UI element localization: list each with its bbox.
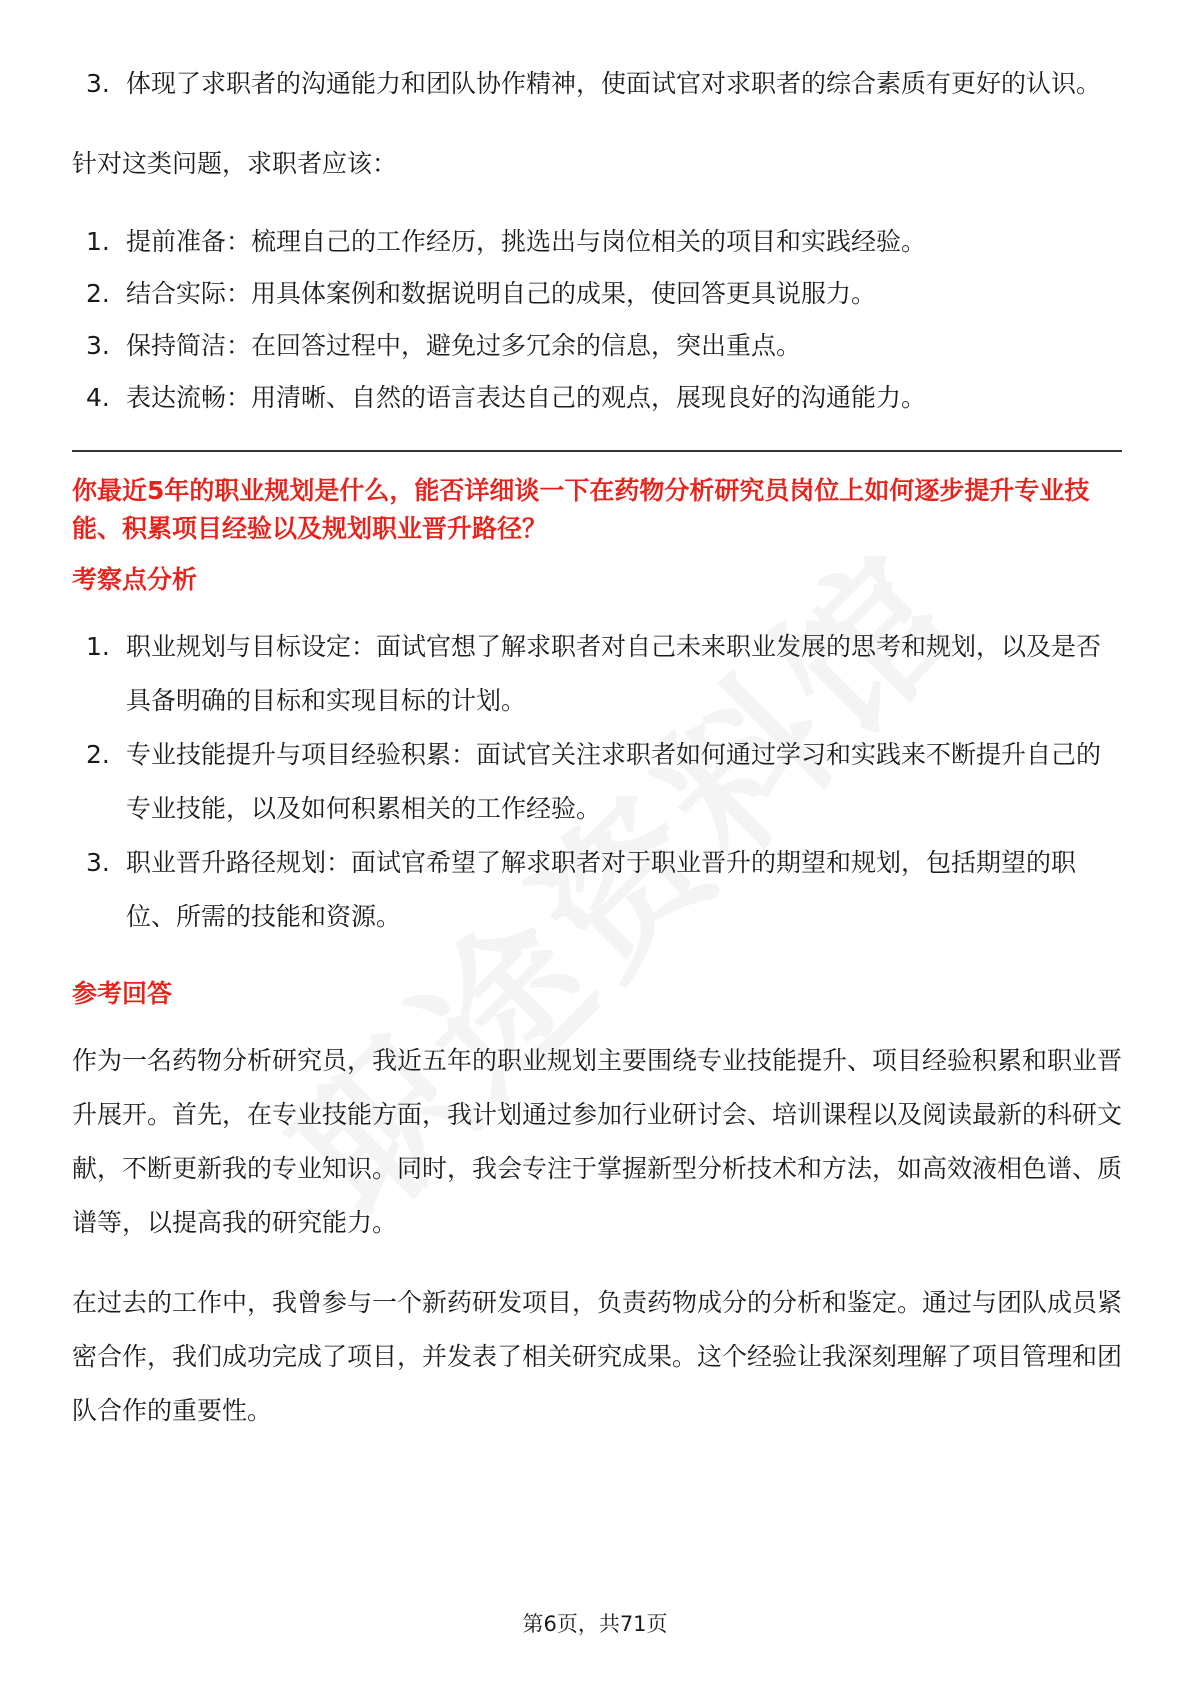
list-text: 结合实际：用具体案例和数据说明自己的成果，使回答更具说服力。 [126,279,877,308]
intro-list [72,55,1122,112]
list-number: 1. [86,227,110,256]
question-heading: 你最近5年的职业规划是什么，能否详细谈一下在药物分析研究员岗位上如何逐步提升专业技能、积累项目经验以及规划职业晋升路径？ [72,476,1090,543]
answer-title: 参考回答 [72,979,173,1008]
list-item [72,620,1122,728]
list-number: 3. [86,848,110,877]
list-text: 提前准备：梳理自己的工作经历，挑选出与岗位相关的项目和实践经验。 [126,227,927,256]
list-text: 体现了求职者的沟通能力和团队协作精神，使面试官对求职者的综合素质有更好的认识。 [126,69,1102,98]
list-number: 3. [86,69,110,98]
list-text: 保持简洁：在回答过程中，避免过多冗余的信息，突出重点。 [126,331,802,360]
analysis-title: 考察点分析 [72,565,198,594]
analysis-list [72,620,1122,944]
answer-paragraph: 作为一名药物分析研究员，我近五年的职业规划主要围绕专业技能提升、项目经验积累和职业晋升展开。首先，在专业技能方面，我计划通过参加行业研讨会、培训课程以及阅读最新的科研文献，不断更新我的专业知识。同时，我会专注于掌握新型分析技术和方法，如高效液相色谱、质谱等，以提高我的研究能力。 [72,1046,1123,1237]
list-item [72,320,1122,372]
list-number: 3. [86,331,110,360]
list-item [72,372,1122,424]
list-number: 1. [86,632,110,661]
list-text: 职业规划与目标设定：面试官想了解求职者对自己未来职业发展的思考和规划，以及是否具备明确的目标和实现目标的计划。 [126,632,1102,715]
document-page [72,55,1122,1438]
advice-lead: 针对这类问题，求职者应该： [72,149,398,178]
list-number: 2. [86,740,110,769]
page-footer: 第6页，共71页 [522,1612,668,1636]
answer-paragraph: 在过去的工作中，我曾参与一个新药研发项目，负责药物成分的分析和鉴定。通过与团队成员紧密合作，我们成功完成了项目，并发表了相关研究成果。这个经验让我深刻理解了项目管理和团队合作的重要性。 [72,1288,1123,1425]
list-item [72,836,1122,944]
list-item [72,728,1122,836]
list-text: 职业晋升路径规划：面试官希望了解求职者对于职业晋升的期望和规划，包括期望的职位、所需的技能和资源。 [126,848,1077,931]
list-item [72,268,1122,320]
list-item [72,216,1122,268]
advice-list [72,216,1122,424]
list-number: 4. [86,383,110,412]
list-text: 专业技能提升与项目经验积累：面试官关注求职者如何通过学习和实践来不断提升自己的专业技能，以及如何积累相关的工作经验。 [126,740,1102,823]
section-divider [72,450,1122,452]
list-number: 2. [86,279,110,308]
list-text: 表达流畅：用清晰、自然的语言表达自己的观点，展现良好的沟通能力。 [126,383,927,412]
list-item [72,55,1122,112]
